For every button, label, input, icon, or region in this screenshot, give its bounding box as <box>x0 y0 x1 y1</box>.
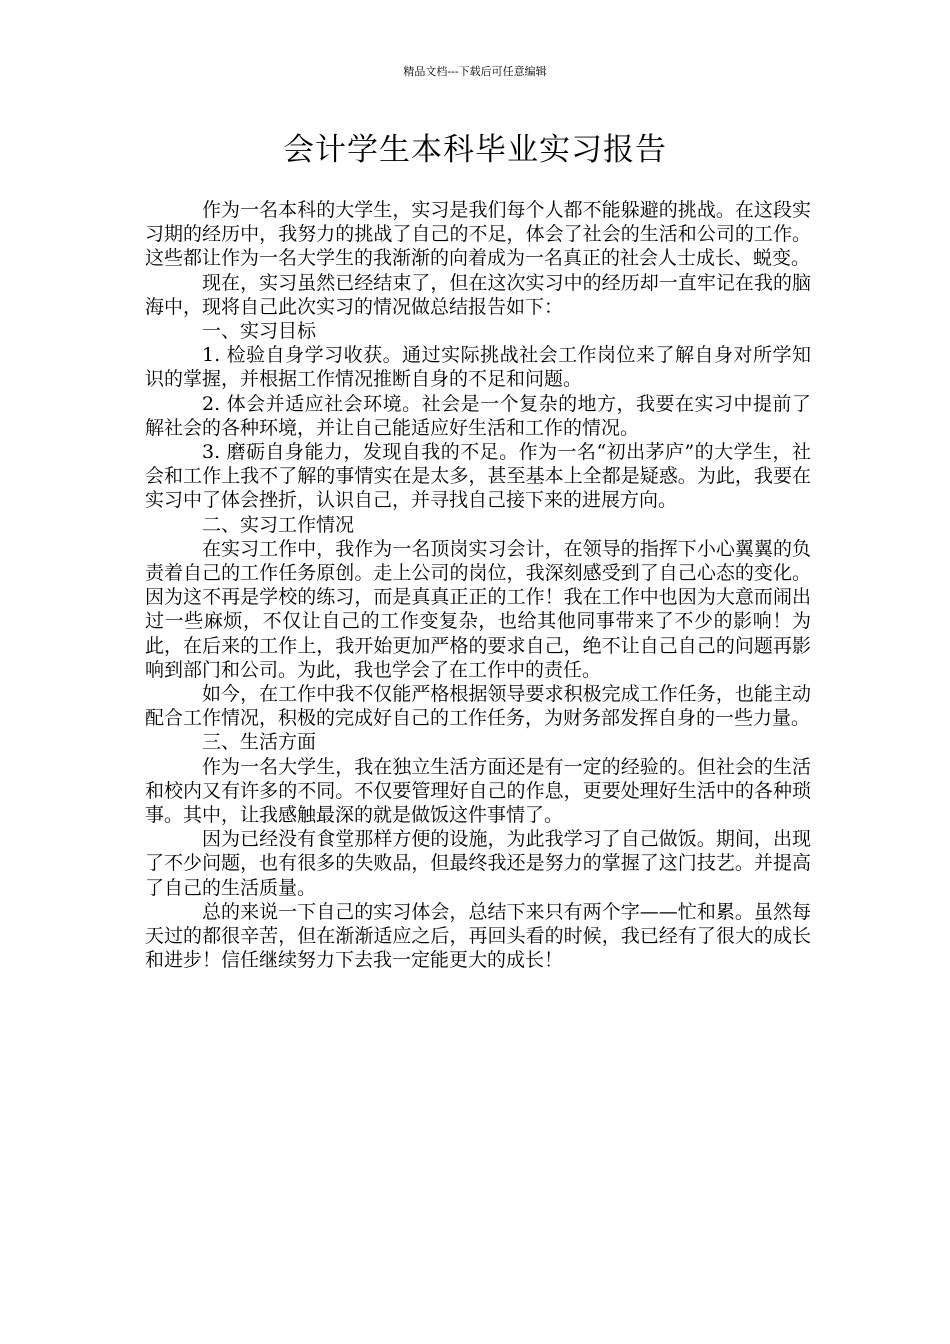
paragraph-conclusion: 总的来说一下自己的实习体会，总结下来只有两个字——忙和累。虽然每天过的都很辛苦，但在渐渐适应之后，再回头看的时候，我已经有了很大的成长和进步！信任继续努力下去我一定能更大的成长！ <box>145 900 811 972</box>
section-heading-goals: 一、实习目标 <box>202 320 317 343</box>
paragraph-goal-2: 2. 体会并适应社会环境。社会是一个复杂的地方，我要在实习中提前了解社会的各种环境，并让自己能适应好生活和工作的情况。 <box>145 392 811 439</box>
document-body <box>145 198 811 973</box>
paragraph-goal-3: 3. 磨砺自身能力，发现自我的不足。作为一名“初出茅庐”的大学生，社会和工作上我不了解的事情实在是太多，甚至基本上全都是疑惑。为此，我要在实习中了体会挫折，认识自己，并寻找自己接下来的进展方向。 <box>145 441 811 512</box>
paragraph-goal-1: 1. 检验自身学习收获。通过实际挑战社会工作岗位来了解自身对所学知识的掌握，并根据工作情况推断自身的不足和问题。 <box>145 344 811 391</box>
document-title: 会计学生本科毕业实习报告 <box>283 132 667 168</box>
paragraph-summary-intro: 现在，实习虽然已经结束了，但在这次实习中的经历却一直牢记在我的脑海中，现将自己此次实习的情况做总结报告如下： <box>145 271 811 318</box>
paragraph-life-1: 作为一名大学生，我在独立生活方面还是有一定的经验的。但社会的生活和校内又有许多的不同。不仅要管理好自己的作息，更要处理好生活中的各种琐事。其中，让我感触最深的就是做饭这件事情了。 <box>145 755 811 827</box>
header-note: 精品文档---下载后可任意编辑 <box>403 65 547 78</box>
paragraph-life-2: 因为已经没有食堂那样方便的设施，为此我学习了自己做饭。期间，出现了不少问题，也有很多的失败品，但最终我还是努力的掌握了这门技艺。并提高了自己的生活质量。 <box>145 828 811 899</box>
section-heading-work: 二、实习工作情况 <box>202 513 355 536</box>
section-heading-life: 三、生活方面 <box>202 731 317 754</box>
paragraph-work-1: 在实习工作中，我作为一名顶岗实习会计，在领导的指挥下小心翼翼的负责着自己的工作任务原创。走上公司的岗位，我深刻感受到了自己心态的变化。因为这不再是学校的练习，而是真真正正的工作！我在工作中也因为大意而闹出过一些麻烦，不仅让自己的工作变复杂，也给其他同事带来了不少的影响！为此，在后来的工作上，我开始更加严格的要求自己，绝不让自己自己的问题再影响到部门和公司。为此，我也学会了在工作中的责任。 <box>145 537 811 681</box>
paragraph-intro: 作为一名本科的大学生，实习是我们每个人都不能躲避的挑战。在这段实习期的经历中，我努力的挑战了自己的不足，体会了社会的生活和公司的工作。这些都让作为一名大学生的我渐渐的向着成为一名真正的社会人士成长、蜕变。 <box>145 199 811 270</box>
paragraph-work-2: 如今，在工作中我不仅能严格根据领导要求积极完成工作任务，也能主动配合工作情况，积极的完成好自己的工作任务，为财务部发挥自身的一些力量。 <box>145 683 811 730</box>
